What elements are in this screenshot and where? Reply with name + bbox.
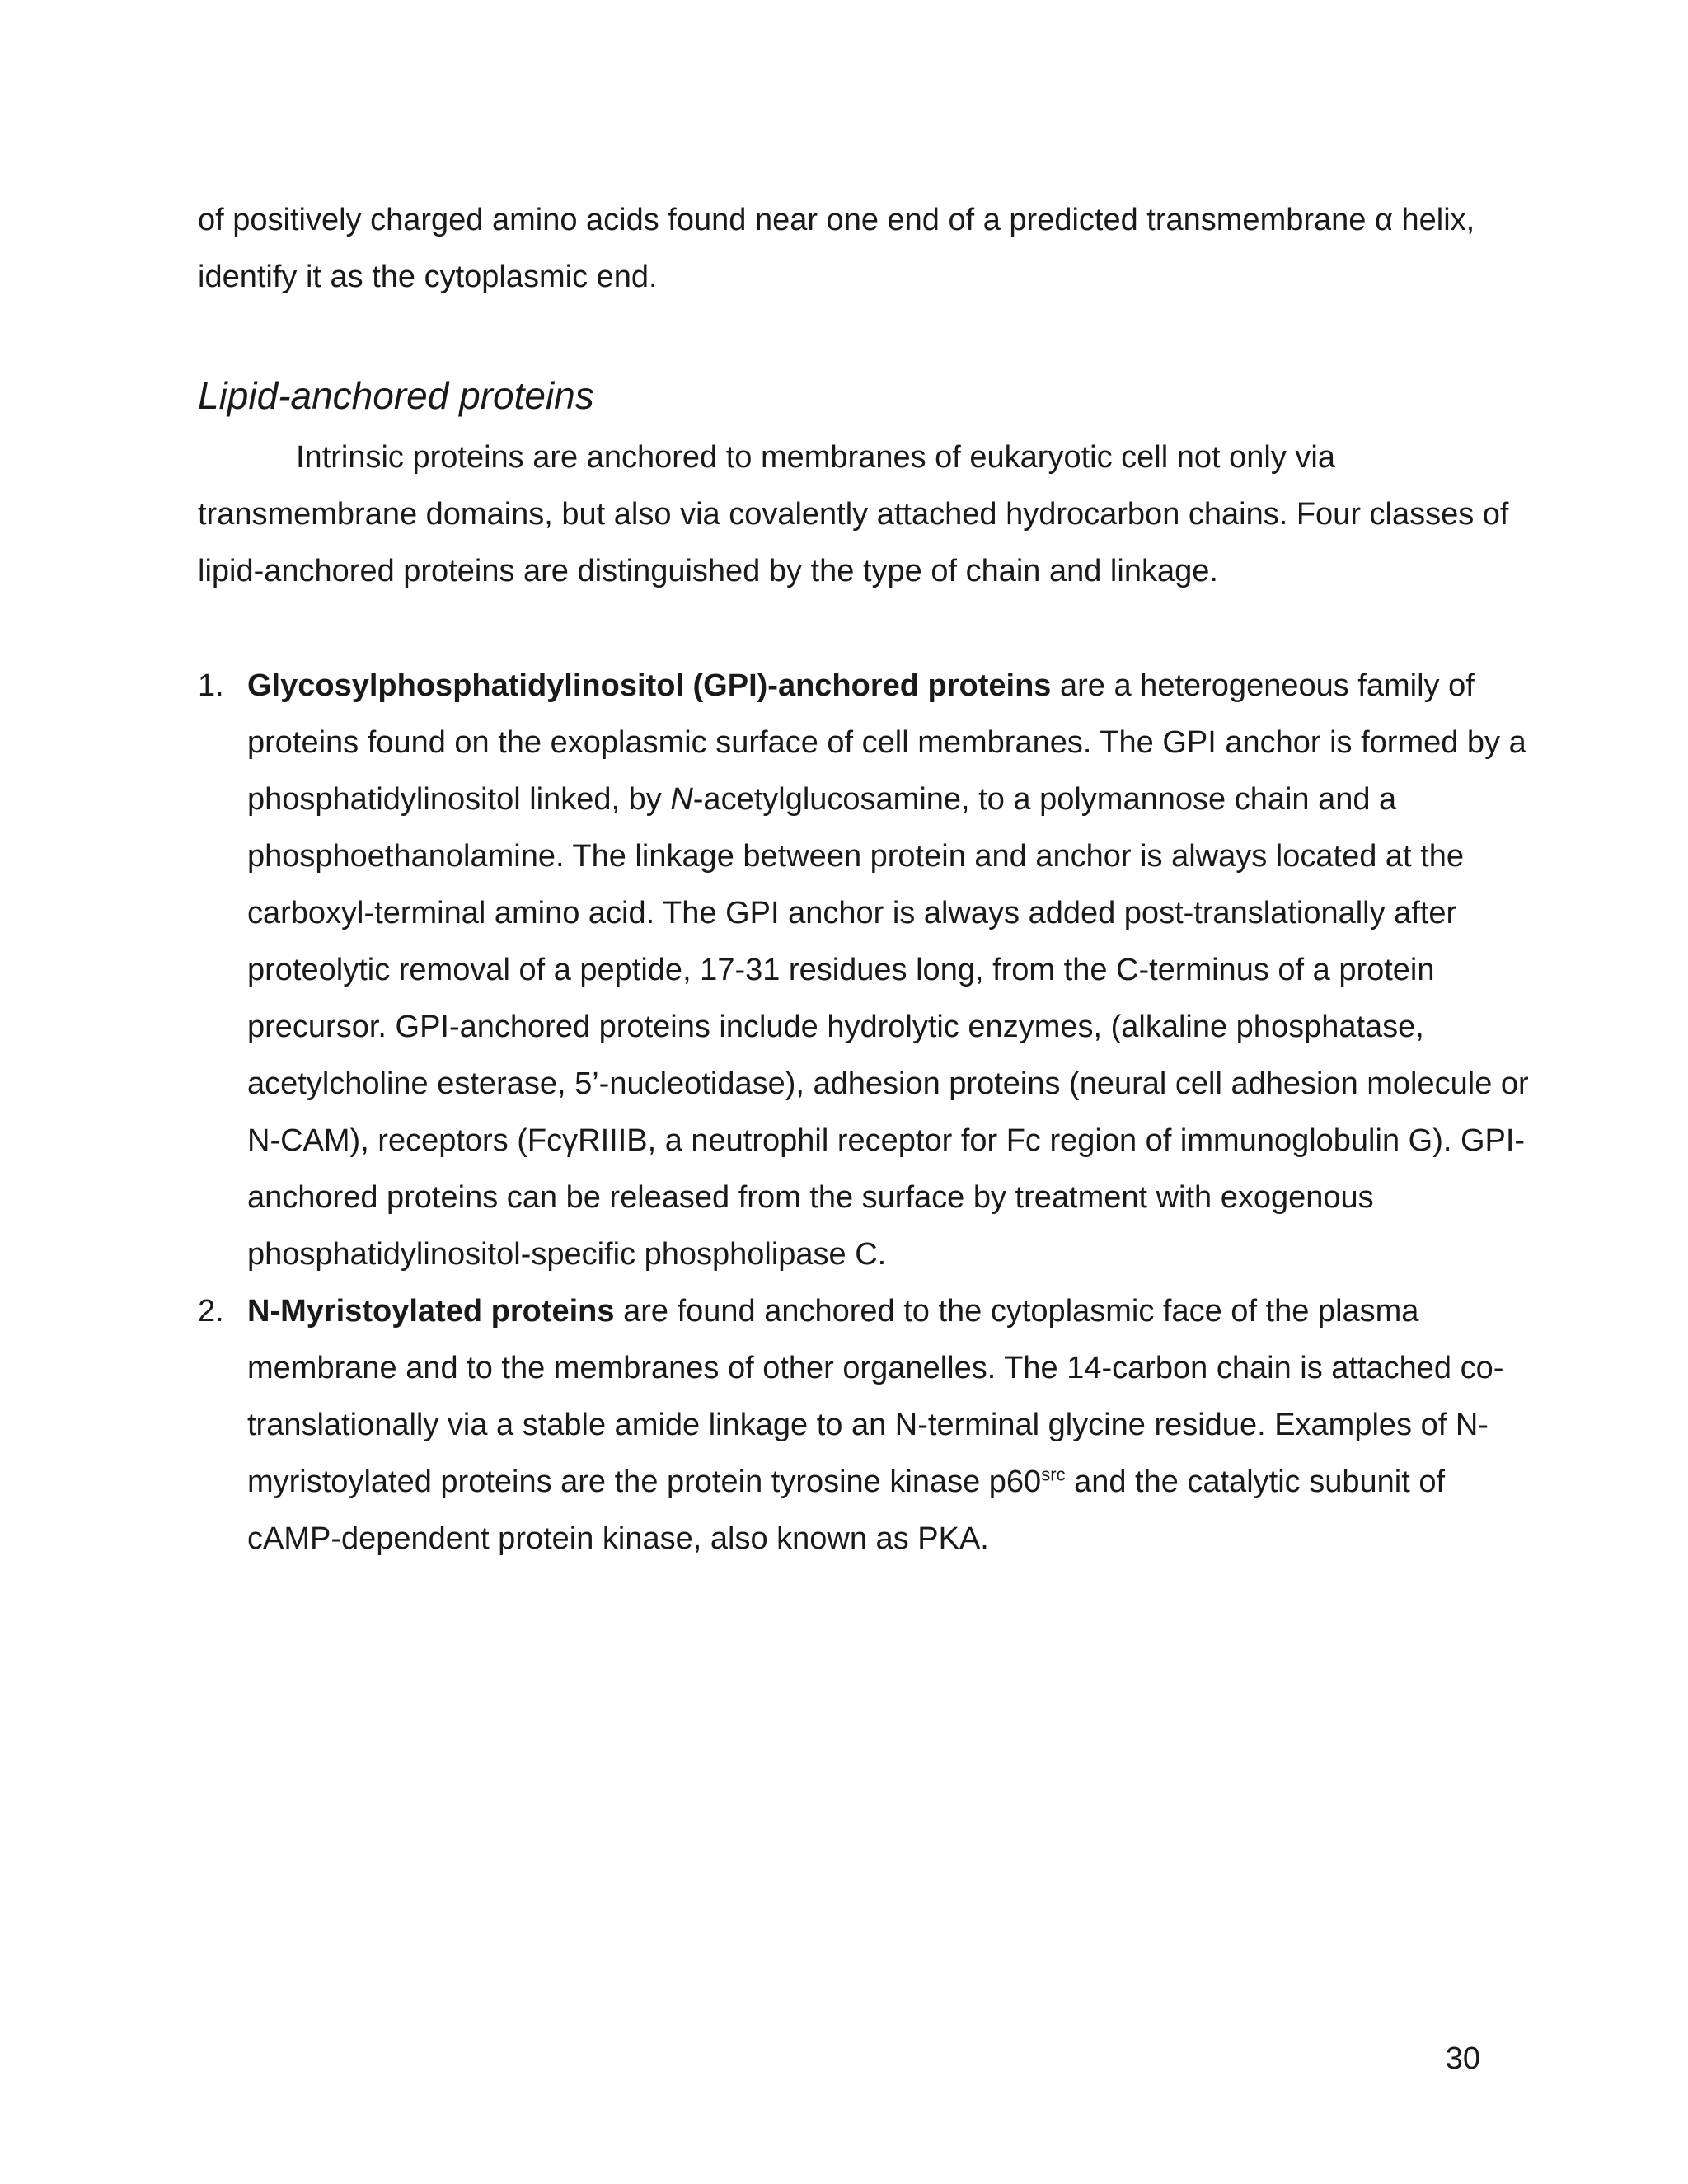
intro-paragraph: of positively charged amino acids found near one end of a predicted transmembrane α helix, identify it as the cytoplasmic end. (198, 203, 1475, 294)
section-heading: Lipid-anchored proteins (198, 374, 594, 417)
list-item-myristoylated (198, 1283, 1533, 1568)
superscript: src (1041, 1464, 1066, 1485)
list-text: -acetylglucosamine, to a polymannose chain and a phosphoethanolamine. The linkage between protein and anchor is always located at the carboxyl-terminal amino acid. The GPI anchor is always added post-translationally after proteolytic removal of a peptide, 17-31 residues long, from the C-terminus of a protein precursor. GPI-anchored proteins include hydrolytic enzymes, (alkaline phosphatase, acetylcholine esterase, 5’-nucleotidase), adhesion proteins (neural cell adhesion molecule or N-CAM), receptors (FcγRIIIB, a neutrophil receptor for Fc region of immunoglobulin G). GPI-anchored proteins can be released from the surface by treatment with exogenous phosphatidylinositol-specific phospholipase C. (247, 782, 1529, 1272)
section-paragraph: Intrinsic proteins are anchored to membranes of eukaryotic cell not only via transmembrane domains, but also via covalently attached hydrocarbon chains. Four classes of lipid-anchored proteins are distinguished by the type of chain and linkage. (198, 440, 1509, 588)
list-text: are found anchored to the cytoplasmic face of the plasma membrane and to the membranes of other organelles. The 14-carbon chain is attached co-translationally via a stable amide linkage to an N-terminal glycine residue. Examples of N-myristoylated proteins are the protein tyrosine kinase p60 (247, 1294, 1504, 1499)
page-number: 30 (1445, 2041, 1480, 2076)
list-number: 1. (198, 668, 224, 703)
numbered-list (198, 658, 1533, 1568)
list-text: are a heterogeneous family of proteins found on the exoplasmic surface of cell membranes. The GPI anchor is formed by a phosphatidylinositol linked, by (247, 668, 1526, 817)
list-term: N-Myristoylated proteins (247, 1294, 615, 1329)
list-number: 2. (198, 1294, 224, 1329)
italic-term: N (670, 782, 693, 817)
list-text: and the catalytic subunit of cAMP-dependent protein kinase, also known as PKA. (247, 1465, 1446, 1556)
list-item-gpi (198, 658, 1533, 1283)
list-term: Glycosylphosphatidylinositol (GPI)-anchored proteins (247, 668, 1052, 703)
